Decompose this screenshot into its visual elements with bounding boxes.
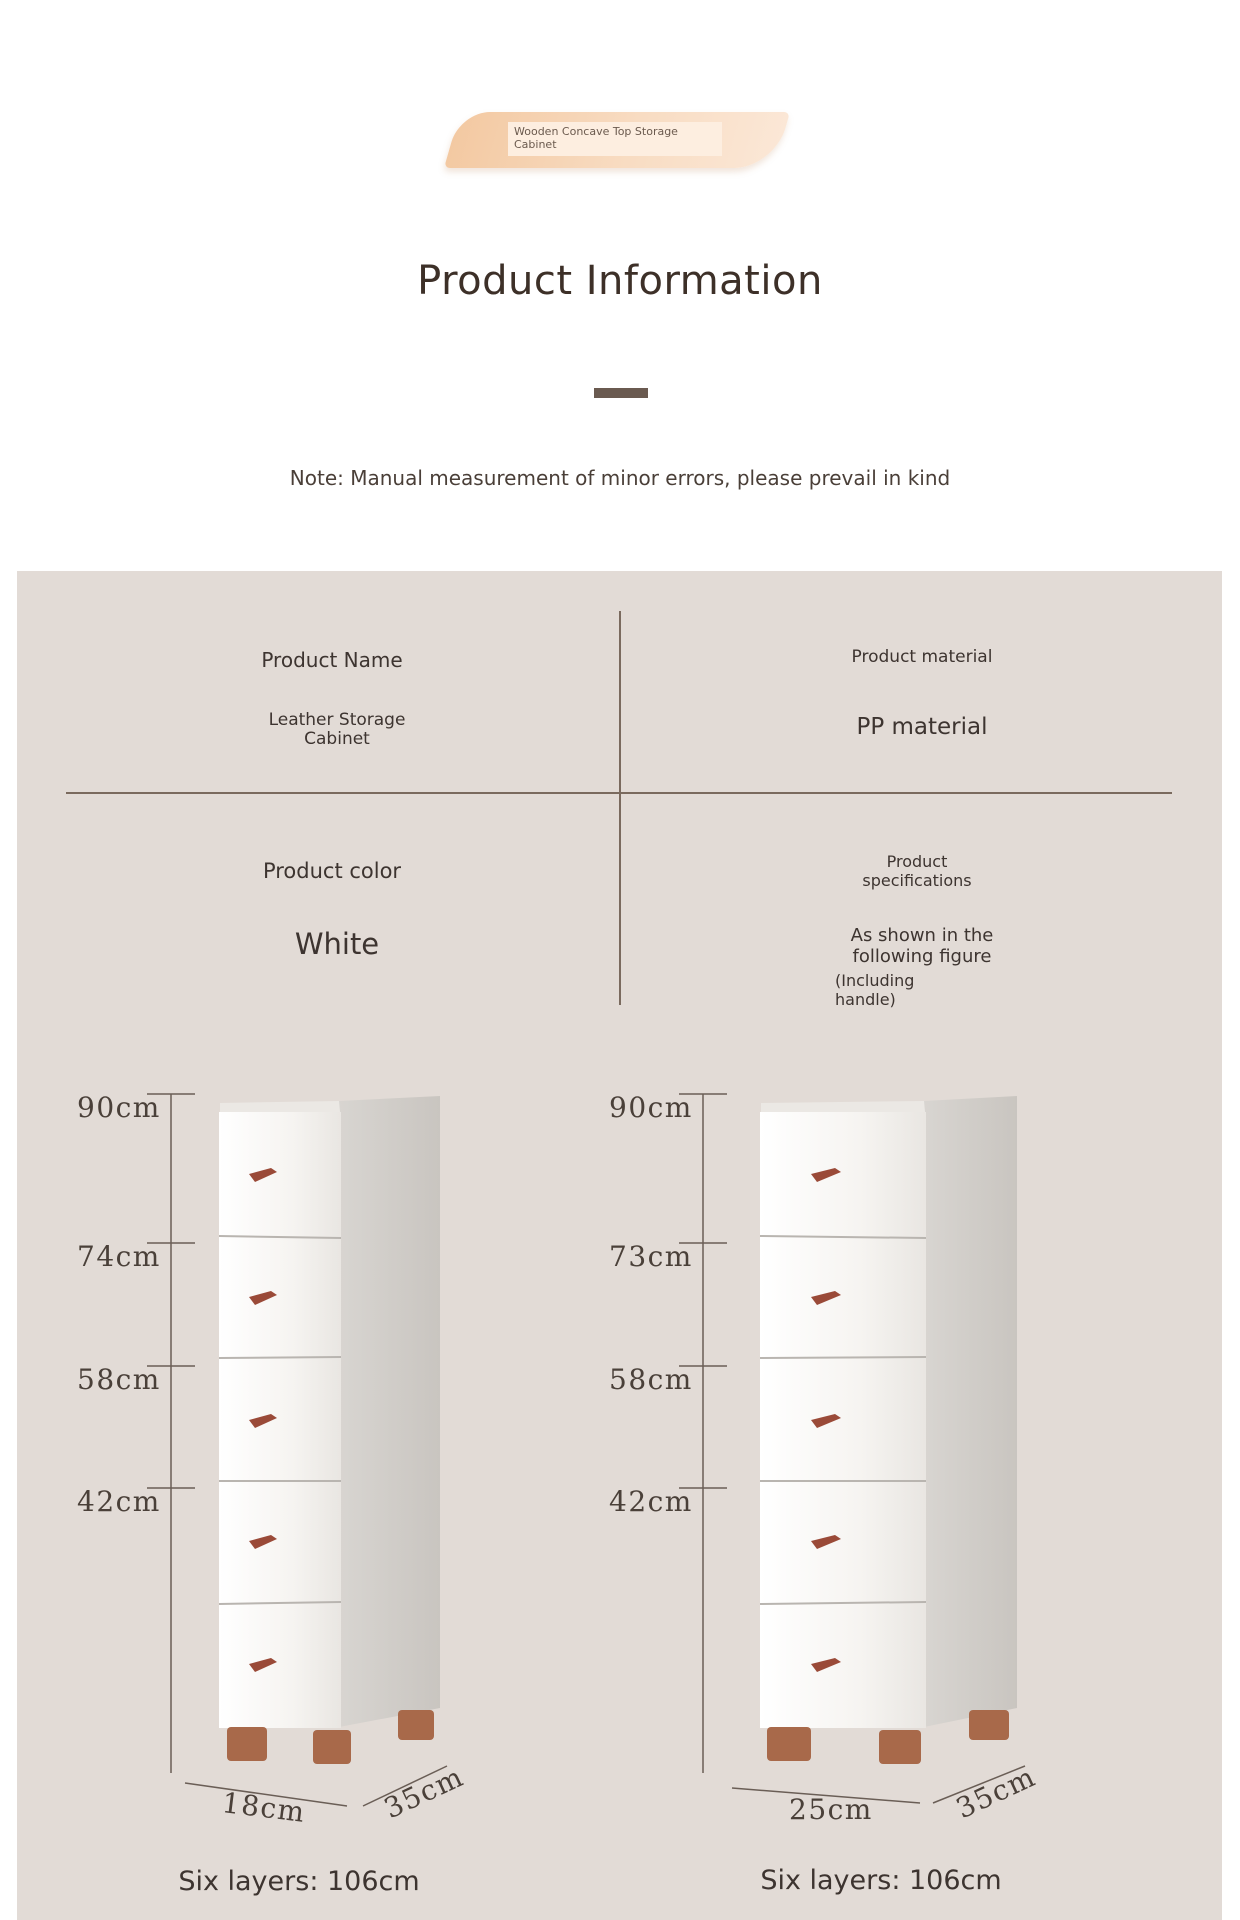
product-name-value: Leather Storage Cabinet xyxy=(268,710,406,749)
product-color-value: White xyxy=(294,927,380,961)
figure-caption: Six layers: 106cm xyxy=(178,1866,420,1897)
width-label: 18cm xyxy=(220,1786,308,1829)
height-label: 42cm xyxy=(609,1485,693,1518)
height-label: 42cm xyxy=(77,1485,161,1518)
page-title: Product Information xyxy=(417,258,823,304)
height-label: 74cm xyxy=(77,1240,161,1273)
product-spec-label: Product specifications xyxy=(862,852,972,890)
title-divider xyxy=(594,388,648,398)
cabinet-figure-18cm xyxy=(17,1076,617,1920)
height-label: 90cm xyxy=(77,1091,161,1124)
product-spec-value: As shown in the following figure xyxy=(850,925,994,967)
product-color-label: Product color xyxy=(262,859,402,883)
height-label: 73cm xyxy=(609,1240,693,1273)
product-material-label: Product material xyxy=(851,647,993,667)
figure-caption: Six layers: 106cm xyxy=(760,1865,1002,1896)
cabinet-figure-25cm xyxy=(549,1076,1149,1920)
product-material-value: PP material xyxy=(856,714,988,740)
badge-label: Wooden Concave Top Storage Cabinet xyxy=(508,122,722,156)
measurement-note: Note: Manual measurement of minor errors, please prevail in kind xyxy=(289,466,951,490)
product-spec-note: (Including handle) xyxy=(835,971,915,1009)
product-name-label: Product Name xyxy=(261,648,403,672)
height-label: 58cm xyxy=(609,1363,693,1396)
grid-divider-vertical xyxy=(619,611,621,1005)
promo-badge xyxy=(452,112,782,168)
depth-label: 35cm xyxy=(378,1759,469,1826)
height-label: 58cm xyxy=(77,1363,161,1396)
width-label: 25cm xyxy=(789,1793,873,1826)
height-label: 90cm xyxy=(609,1091,693,1124)
grid-divider-horizontal xyxy=(66,792,1172,794)
product-info-panel xyxy=(17,571,1222,1920)
depth-label: 35cm xyxy=(950,1759,1041,1826)
